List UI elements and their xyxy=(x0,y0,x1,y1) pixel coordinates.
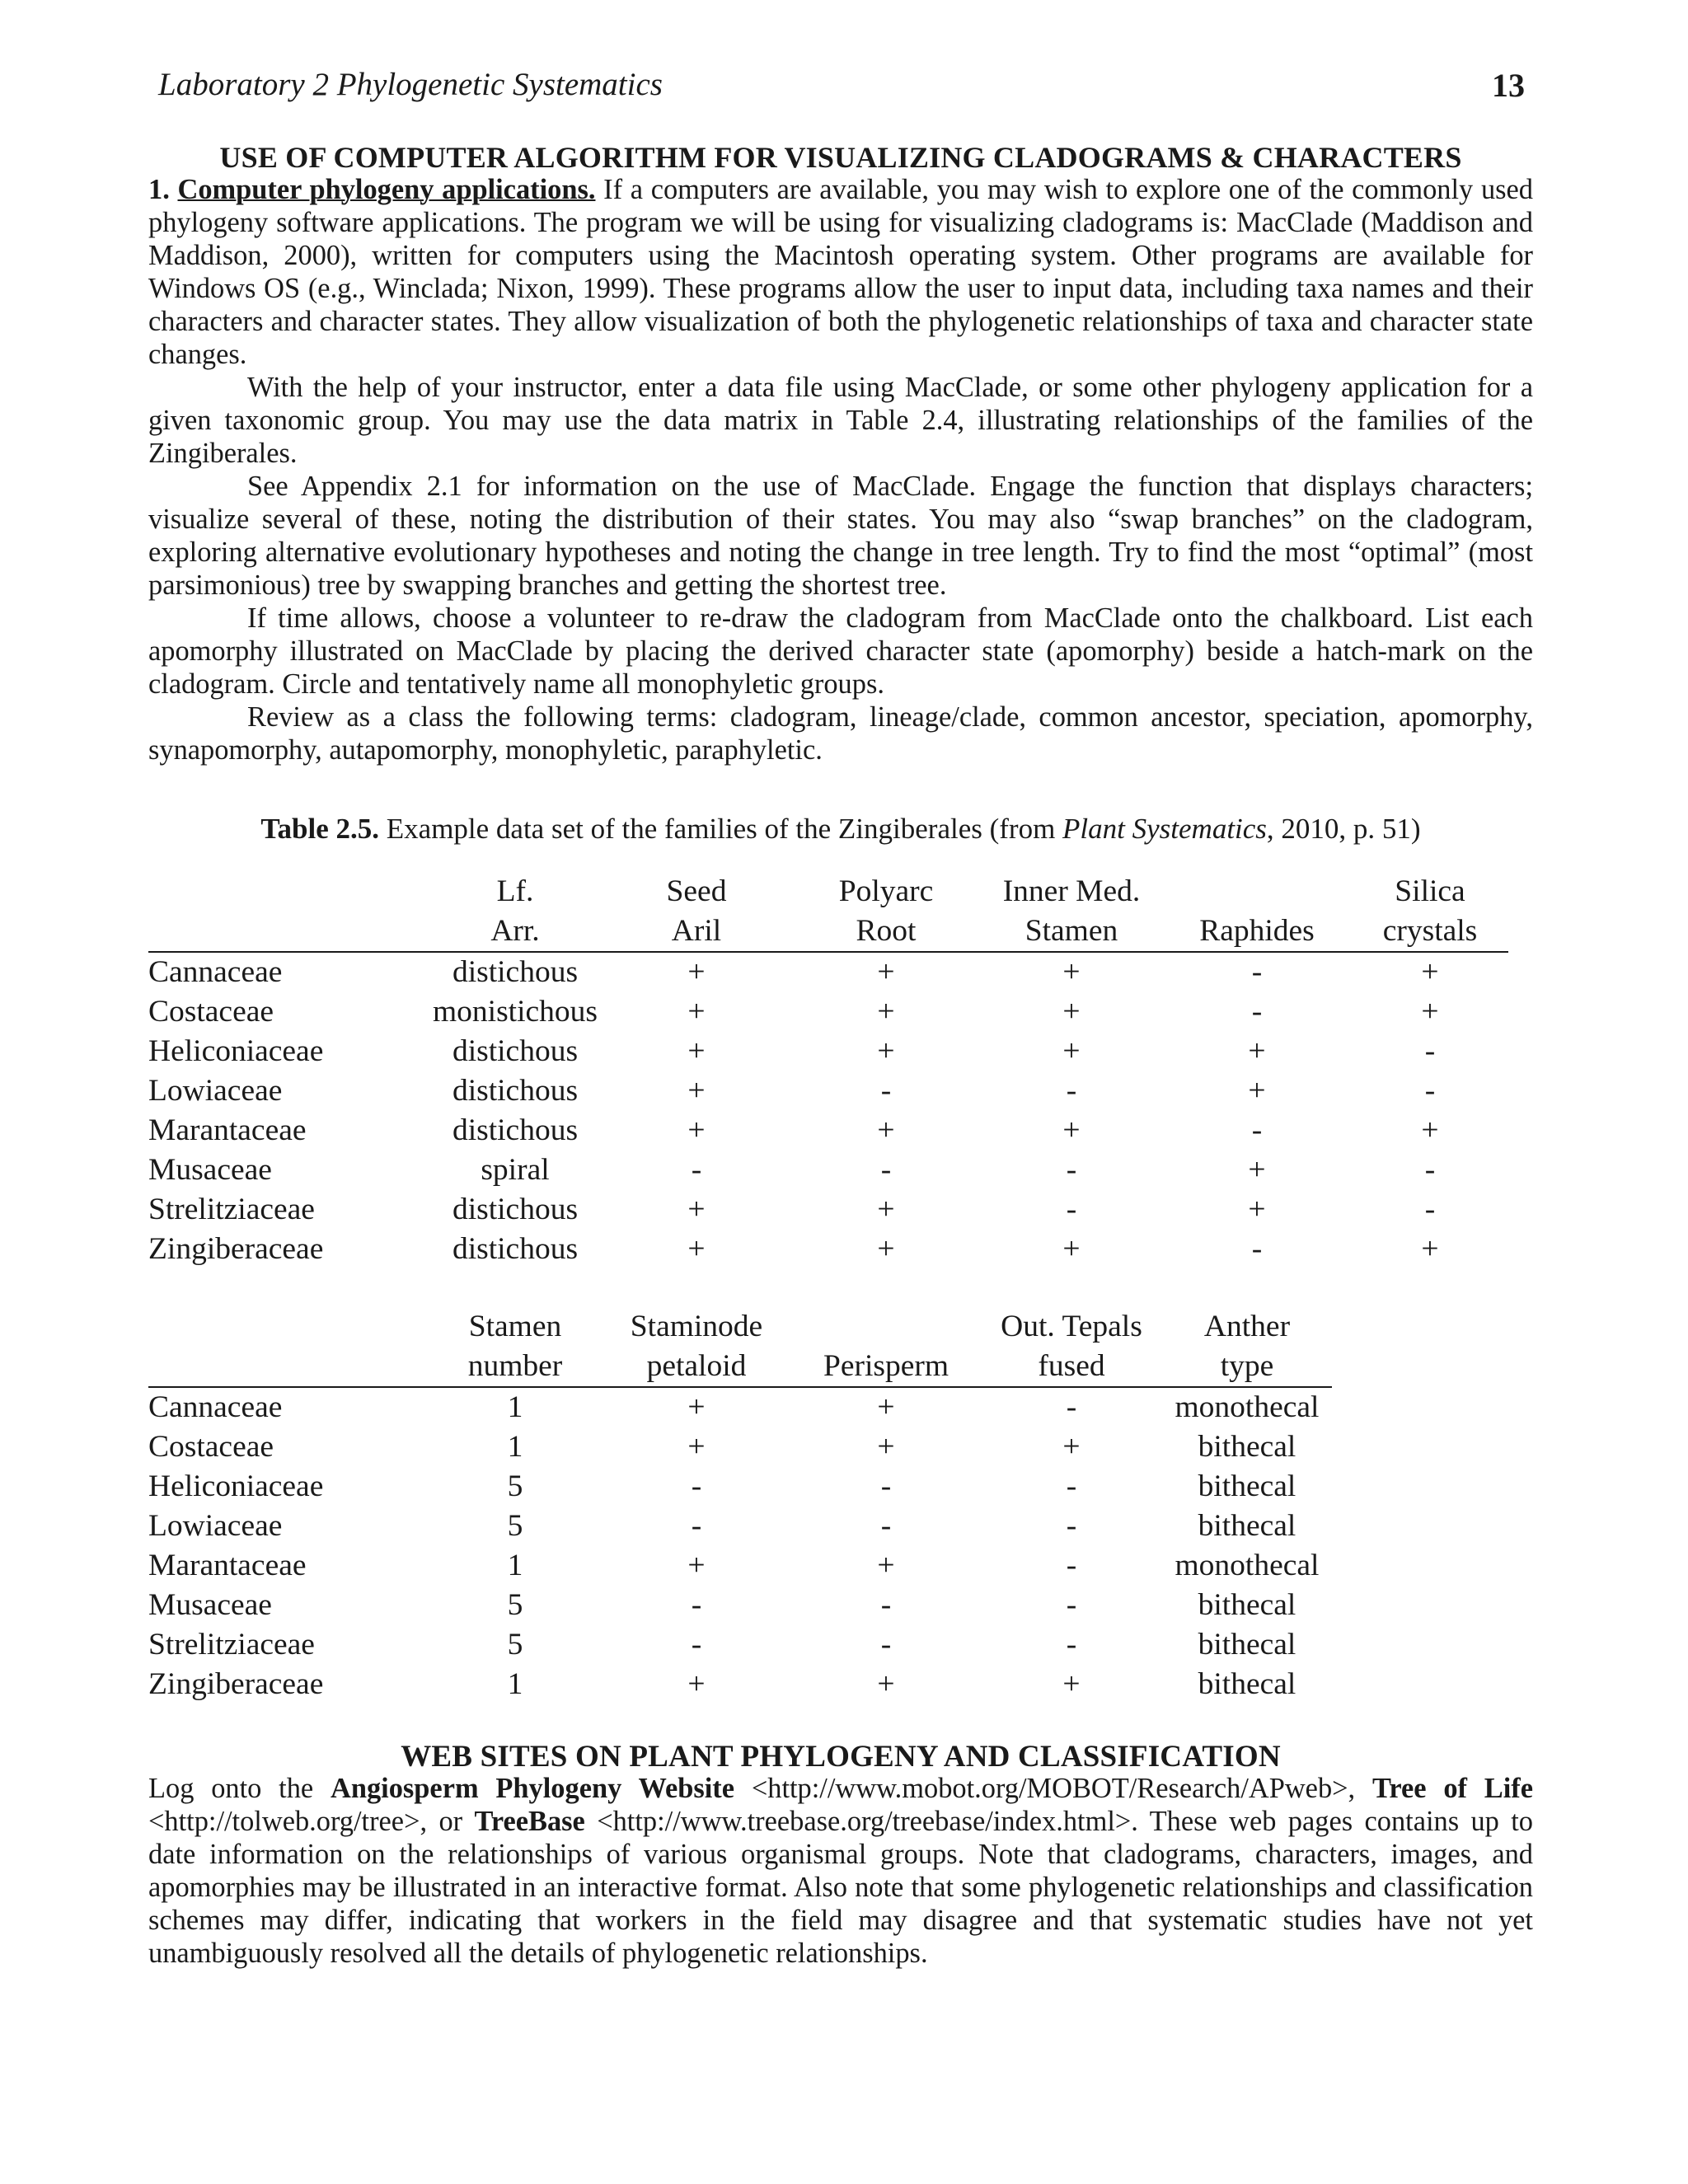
taxon-name-cell: Costaceae xyxy=(148,1430,274,1464)
web-sites-text xyxy=(148,1772,1533,1970)
character-state-cell: bithecal xyxy=(1198,1509,1296,1543)
taxon-name-cell: Strelitziaceae xyxy=(148,1193,315,1226)
character-state-cell: + xyxy=(1062,995,1081,1029)
subhead-number: 1. xyxy=(148,174,170,205)
taxon-name-cell: Costaceae xyxy=(148,995,274,1029)
character-state-cell: - xyxy=(1066,1588,1077,1622)
table-row xyxy=(148,1151,1508,1190)
character-state-cell: + xyxy=(1421,995,1439,1029)
character-state-cell: - xyxy=(691,1628,702,1661)
character-state-cell: - xyxy=(691,1588,702,1622)
character-state-cell: + xyxy=(687,1113,706,1147)
column-header-line: Polyarc xyxy=(838,874,934,908)
column-header-line: Silica xyxy=(1395,874,1465,908)
character-state-cell: - xyxy=(880,1469,892,1503)
table-row xyxy=(148,1586,1332,1625)
treebase-name: TreeBase xyxy=(474,1806,585,1837)
character-state-cell: 5 xyxy=(507,1509,523,1543)
taxon-name-cell: Zingiberaceae xyxy=(148,1232,324,1266)
text-run: <http://www.mobot.org/MOBOT/Research/APweb>, xyxy=(734,1773,1372,1804)
character-state-cell: + xyxy=(687,1390,706,1424)
character-state-cell: + xyxy=(877,1232,895,1266)
column-header-line: crystals xyxy=(1382,914,1478,948)
web-sites-paragraph xyxy=(148,1772,1533,1970)
table-row xyxy=(148,952,1508,992)
column-header xyxy=(148,872,429,952)
column-header-line: Staminode xyxy=(630,1310,763,1343)
character-state-cell: spiral xyxy=(481,1153,550,1187)
character-state-cell: - xyxy=(880,1153,892,1187)
column-header xyxy=(1352,872,1508,952)
character-state-cell: - xyxy=(1251,995,1263,1029)
character-state-cell: - xyxy=(1424,1193,1436,1226)
running-head-title: Laboratory 2 Phylogenetic Systematics xyxy=(158,67,663,102)
column-header-line xyxy=(148,872,429,912)
character-state-cell: + xyxy=(687,955,706,989)
tree-of-life-name: Tree of Life xyxy=(1372,1773,1533,1804)
character-state-cell: - xyxy=(1251,1113,1263,1147)
character-state-cell: + xyxy=(877,1549,895,1582)
character-state-cell: 5 xyxy=(507,1469,523,1503)
character-state-cell: + xyxy=(1248,1153,1266,1187)
character-state-cell: + xyxy=(877,1667,895,1701)
character-state-cell: - xyxy=(1066,1469,1077,1503)
character-state-cell: + xyxy=(877,1390,895,1424)
character-state-cell: + xyxy=(1062,955,1081,989)
paragraph-5: Review as a class the following terms: cladogram, lineage/clade, common ancestor, speciation, apomorphy, synapomorphy, autapomorphy, monophyletic, paraphyletic. xyxy=(148,701,1533,766)
taxon-name-cell: Marantaceae xyxy=(148,1113,307,1147)
column-header-line: Arr. xyxy=(490,914,540,948)
paragraph-3: See Appendix 2.1 for information on the use of MacClade. Engage the function that displays characters; visualize several of these, noting the distribution of their states. You may also “swap branches” on the cladogram, exploring alternative evolutionary hypotheses and noting the change in tree length. Try to find the most “optimal” (most parsimonious) tree by swapping branches and getting the shortest tree. xyxy=(148,471,1533,601)
character-state-cell: + xyxy=(1062,1034,1081,1068)
character-state-cell: - xyxy=(1066,1509,1077,1543)
column-header xyxy=(791,1307,981,1387)
column-header xyxy=(429,872,602,952)
character-state-cell: + xyxy=(687,1034,706,1068)
character-state-cell: + xyxy=(1421,1113,1439,1147)
character-state-cell: distichous xyxy=(452,1074,579,1108)
column-header-line: Raphides xyxy=(1199,914,1315,948)
character-state-cell: distichous xyxy=(452,1193,579,1226)
column-header-line: Stamen xyxy=(1025,914,1118,948)
character-table-2 xyxy=(148,1307,1332,1704)
column-header-line xyxy=(148,1347,429,1386)
character-state-cell: bithecal xyxy=(1198,1469,1296,1503)
column-header-line: Root xyxy=(856,914,917,948)
column-header xyxy=(1162,872,1352,952)
column-header-line: Perisperm xyxy=(823,1349,950,1383)
column-header-line: fused xyxy=(1038,1349,1105,1383)
table-caption-label: Table 2.5. xyxy=(260,813,380,845)
character-state-cell: + xyxy=(687,1430,706,1464)
character-state-cell: bithecal xyxy=(1198,1430,1296,1464)
table-row xyxy=(148,1071,1508,1111)
table-row xyxy=(148,1665,1332,1704)
character-state-cell: - xyxy=(1066,1074,1077,1108)
taxon-name-cell: Cannaceae xyxy=(148,1390,283,1424)
taxon-name-cell: Zingiberaceae xyxy=(148,1667,324,1701)
taxon-name-cell: Lowiaceae xyxy=(148,1074,283,1108)
subhead-title: Computer phylogeny applications. xyxy=(177,174,596,205)
column-header-line xyxy=(148,1307,429,1347)
column-header-line: Stamen xyxy=(468,1310,562,1343)
column-header-line: Anther xyxy=(1203,1310,1291,1343)
taxon-name-cell: Heliconiaceae xyxy=(148,1034,324,1068)
character-state-cell: + xyxy=(1062,1430,1081,1464)
column-header xyxy=(602,872,791,952)
character-state-cell: 5 xyxy=(507,1628,523,1661)
table-row xyxy=(148,1032,1508,1071)
character-state-cell: 1 xyxy=(507,1549,523,1582)
character-state-cell: + xyxy=(687,1549,706,1582)
character-state-cell: distichous xyxy=(452,1034,579,1068)
table-row xyxy=(148,1467,1332,1507)
paragraph-1-text: If a computers are available, you may wish to explore one of the commonly used phylogeny software applications. The program we will be using for visualizing cladograms is: MacClade (Maddison and Maddison, 2000), written for computers using the Macintosh operating system. Other programs are available for Windows OS (e.g., Winclada; Nixon, 1999). These programs allow the user to input data, including taxa names and their characters and character states. They allow visualization of both the phylogenetic relationships of taxa and character state changes. xyxy=(148,174,1533,370)
character-state-cell: - xyxy=(1251,1232,1263,1266)
character-state-cell: 5 xyxy=(507,1588,523,1622)
table-row xyxy=(148,1230,1508,1269)
column-header-line: petaloid xyxy=(646,1349,747,1383)
character-state-cell: - xyxy=(880,1074,892,1108)
column-header xyxy=(791,872,981,952)
character-state-cell: + xyxy=(687,995,706,1029)
column-header-line: Aril xyxy=(671,914,722,948)
column-header xyxy=(429,1307,602,1387)
section-heading-computer-algorithm: USE OF COMPUTER ALGORITHM FOR VISUALIZING CLADOGRAMS & CHARACTERS xyxy=(219,141,1462,174)
paragraph-4: If time allows, choose a volunteer to re-draw the cladogram from MacClade onto the chalkboard. List each apomorphy illustrated on MacClade by placing the derived character state (apomorphy) beside a hatch-mark on the cladogram. Circle and tentatively name all monophyletic groups. xyxy=(148,602,1533,700)
angiosperm-phylogeny-website-name: Angiosperm Phylogeny Website xyxy=(331,1773,735,1804)
character-state-cell: - xyxy=(880,1509,892,1543)
paragraph-2: With the help of your instructor, enter a data file using MacClade, or some other phylogeny application for a given taxonomic group. You may use the data matrix in Table 2.4, illustrating relationships of the families of the Zingiberales. xyxy=(148,372,1533,469)
character-state-cell: - xyxy=(880,1588,892,1622)
computer-applications-section xyxy=(148,173,1533,766)
paragraph-1 xyxy=(148,173,1533,371)
taxon-name-cell: Musaceae xyxy=(148,1153,272,1187)
character-state-cell: monistichous xyxy=(432,995,598,1029)
taxon-name-cell: Musaceae xyxy=(148,1588,272,1622)
table-header-row xyxy=(148,872,1508,952)
character-state-cell: + xyxy=(1062,1232,1081,1266)
table-row xyxy=(148,1111,1508,1151)
character-state-cell: - xyxy=(1424,1153,1436,1187)
column-header-line xyxy=(791,1307,981,1347)
character-state-cell: + xyxy=(877,1430,895,1464)
character-state-cell: - xyxy=(1066,1153,1077,1187)
character-state-cell: + xyxy=(1421,955,1439,989)
text-run: Log onto the xyxy=(148,1773,331,1804)
character-state-cell: + xyxy=(687,1232,706,1266)
table-row xyxy=(148,1427,1332,1467)
character-state-cell: distichous xyxy=(452,1232,579,1266)
table-row xyxy=(148,1387,1332,1427)
character-state-cell: + xyxy=(877,1193,895,1226)
character-state-cell: + xyxy=(1421,1232,1439,1266)
character-state-cell: + xyxy=(1248,1074,1266,1108)
column-header-line: Out. Tepals xyxy=(1001,1310,1142,1343)
character-table-1 xyxy=(148,872,1508,1269)
character-state-cell: - xyxy=(1066,1390,1077,1424)
character-state-cell: 1 xyxy=(507,1430,523,1464)
character-state-cell: + xyxy=(1062,1667,1081,1701)
character-state-cell: monothecal xyxy=(1175,1549,1320,1582)
character-state-cell: bithecal xyxy=(1198,1588,1296,1622)
character-state-cell: - xyxy=(691,1153,702,1187)
column-header xyxy=(981,872,1162,952)
character-state-cell: + xyxy=(877,955,895,989)
character-state-cell: + xyxy=(1248,1034,1266,1068)
column-header-line: Lf. xyxy=(496,874,534,908)
taxon-name-cell: Strelitziaceae xyxy=(148,1628,315,1661)
column-header xyxy=(1162,1307,1332,1387)
column-header-line xyxy=(148,912,429,951)
section-heading-web-sites: WEB SITES ON PLANT PHYLOGENY AND CLASSIFICATION xyxy=(401,1740,1281,1774)
character-state-cell: - xyxy=(1251,955,1263,989)
character-state-cell: bithecal xyxy=(1198,1667,1296,1701)
character-state-cell: distichous xyxy=(452,1113,579,1147)
character-state-cell: - xyxy=(880,1628,892,1661)
table-caption-text: Example data set of the families of the Zingiberales (from xyxy=(386,813,1056,845)
character-state-cell: - xyxy=(1424,1074,1436,1108)
table-header-row xyxy=(148,1307,1332,1387)
character-state-cell: + xyxy=(877,1113,895,1147)
taxon-name-cell: Heliconiaceae xyxy=(148,1469,324,1503)
column-header-line: type xyxy=(1220,1349,1274,1383)
character-state-cell: - xyxy=(1424,1034,1436,1068)
character-state-cell: + xyxy=(877,1034,895,1068)
character-state-cell: + xyxy=(1062,1113,1081,1147)
text-run: <http://tolweb.org/tree>, or xyxy=(148,1806,475,1837)
table-caption-source: Plant Systematics xyxy=(1062,813,1267,845)
column-header-line: number xyxy=(467,1349,563,1383)
table-row xyxy=(148,1625,1332,1665)
character-state-cell: - xyxy=(1066,1628,1077,1661)
running-head xyxy=(158,66,1525,107)
table-row xyxy=(148,992,1508,1032)
character-state-cell: 1 xyxy=(507,1667,523,1701)
taxon-name-cell: Marantaceae xyxy=(148,1549,307,1582)
text-run: <http://www.treebase.org/treebase/index.html>. These web pages contains up to date information on the relationships of various organismal groups. Note that cladograms, characters, images, and apomorphies may be illustrated in an interactive format. Also note that some phylogenetic relationships and classification schemes may differ, indicating that workers in the field may disagree and that systematic studies have not yet unambiguously resolved all the details of phylogenetic relationships. xyxy=(148,1806,1533,1969)
taxon-name-cell: Lowiaceae xyxy=(148,1509,283,1543)
column-header-line xyxy=(1162,872,1352,912)
character-state-cell: + xyxy=(687,1193,706,1226)
character-state-cell: + xyxy=(687,1074,706,1108)
character-state-cell: distichous xyxy=(452,955,579,989)
character-state-cell: - xyxy=(691,1469,702,1503)
column-header xyxy=(981,1307,1162,1387)
character-state-cell: bithecal xyxy=(1198,1628,1296,1661)
taxon-name-cell: Cannaceae xyxy=(148,955,283,989)
table-row xyxy=(148,1546,1332,1586)
column-header xyxy=(602,1307,791,1387)
character-state-cell: + xyxy=(687,1667,706,1701)
column-header-line: Inner Med. xyxy=(1002,874,1141,908)
character-state-cell: - xyxy=(1066,1549,1077,1582)
column-header-line: Seed xyxy=(666,874,727,908)
character-state-cell: monothecal xyxy=(1175,1390,1320,1424)
table-row xyxy=(148,1190,1508,1230)
character-state-cell: + xyxy=(877,995,895,1029)
character-state-cell: - xyxy=(1066,1193,1077,1226)
table-row xyxy=(148,1507,1332,1546)
character-state-cell: + xyxy=(1248,1193,1266,1226)
character-state-cell: 1 xyxy=(507,1390,523,1424)
character-state-cell: - xyxy=(691,1509,702,1543)
table-caption-citation: , 2010, p. 51) xyxy=(1266,813,1421,845)
column-header xyxy=(148,1307,429,1387)
table-caption xyxy=(148,813,1533,846)
page-number: 13 xyxy=(1492,67,1525,104)
